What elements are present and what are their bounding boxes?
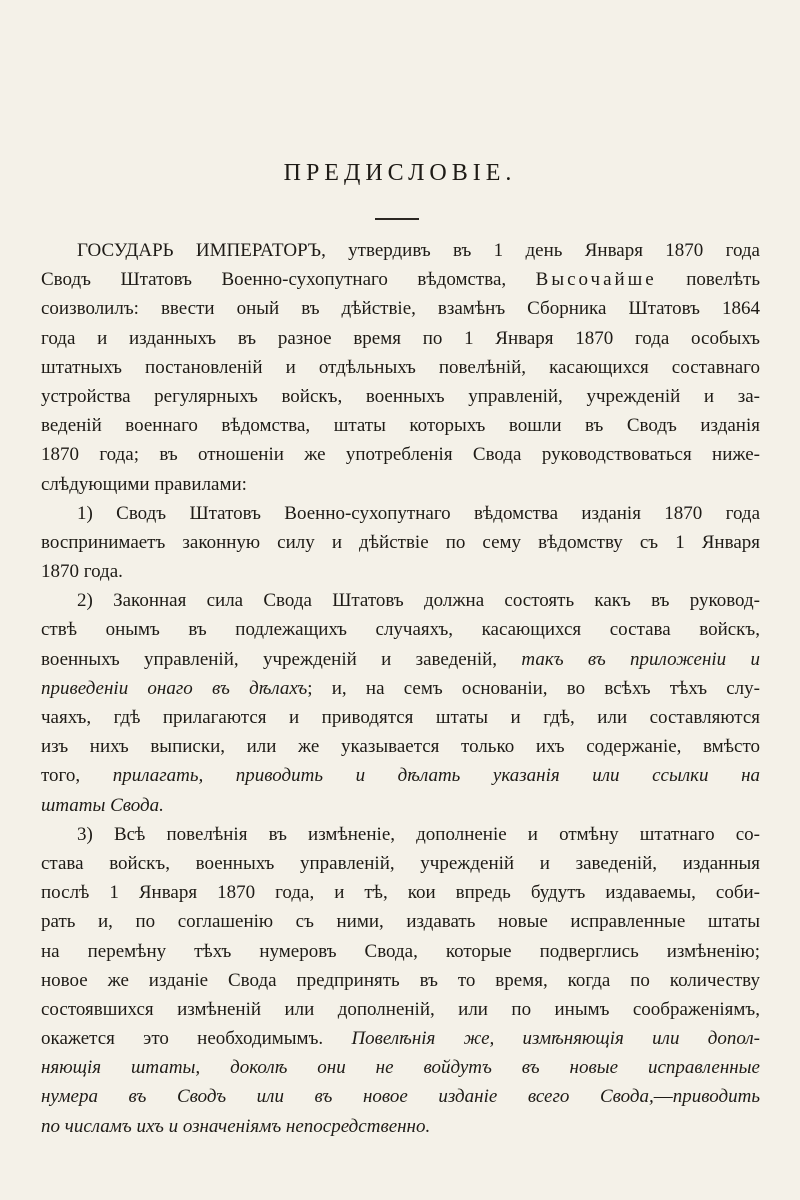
text-span: ; и, на семъ основаніи, во всѣхъ тѣхъ слу- xyxy=(307,677,760,699)
italic-text-span: приведеніи онаго въ дѣлахъ xyxy=(41,677,308,699)
text-span: рать и, по соглашенію съ ними, издавать новые исправленные штаты xyxy=(41,911,760,933)
text-span: 1870 года. xyxy=(41,561,123,583)
text-line xyxy=(41,878,760,907)
text-span: на перемѣну тѣхъ нумеровъ Свода, которые подверглись измѣненію; xyxy=(41,940,760,962)
text-span: чаяхъ, гдѣ прилагаются и приводятся штаты и гдѣ, или составляются xyxy=(41,707,760,728)
text-line xyxy=(41,1024,760,1053)
text-span: соизволилъ: ввести оный въ дѣйствіе, взамѣнъ Сборника Штатовъ 1864 xyxy=(41,298,760,320)
text-line xyxy=(41,761,760,790)
text-line xyxy=(41,440,760,469)
text-span: устройства регулярныхъ войскъ, военныхъ управленій, учрежденій и за- xyxy=(41,385,760,407)
italic-text-span: штаты Свода. xyxy=(41,794,164,816)
text-span: того, xyxy=(41,765,113,787)
text-line xyxy=(41,265,760,294)
text-line xyxy=(41,353,760,382)
text-line xyxy=(41,791,760,820)
text-span: штатныхъ постановленій и отдѣльныхъ повелѣній, касающихся составнаго xyxy=(41,356,760,378)
text-span: 2) Законная сила Свода Штатовъ должна состоять какъ въ руковод- xyxy=(77,590,760,612)
text-line xyxy=(41,586,760,615)
text-line xyxy=(41,703,760,732)
italic-text-span: прилагать, приводить и дѣлать указанія или ссылки на xyxy=(112,765,760,787)
text-line xyxy=(41,499,760,528)
text-line xyxy=(41,937,760,966)
text-span: — xyxy=(653,1086,673,1108)
text-line xyxy=(41,849,760,878)
text-line xyxy=(41,645,760,674)
text-line xyxy=(41,966,760,995)
italic-text-span: няющія штаты, доколѣ они не войдутъ въ новые исправленные xyxy=(41,1057,760,1079)
text-span: 3) Всѣ повелѣнія въ измѣненіе, дополненіе и отмѣну штатнаго со- xyxy=(77,823,760,845)
text-span: окажется это необходимымъ. xyxy=(41,1028,352,1050)
text-span: состоявшихся измѣненій или дополненій, или по инымъ соображеніямъ, xyxy=(41,998,760,1020)
text-span: Сводъ Штатовъ Военно-сухопутнаго вѣдомства, xyxy=(41,269,536,291)
italic-text-span: Повелѣнія же, измѣняющія или допол- xyxy=(351,1028,760,1050)
text-span: слѣдующими правилами: xyxy=(41,473,247,495)
text-line xyxy=(41,382,760,411)
text-span: веденій военнаго вѣдомства, штаты которыхъ вошли въ Сводъ изданія xyxy=(41,415,760,437)
text-line xyxy=(41,528,760,557)
text-span: послѣ 1 Января 1870 года, и тѣ, кои впредь будутъ издаваемы, соби- xyxy=(41,882,760,904)
text-span: става войскъ, военныхъ управленій, учрежденій и заведеній, изданныя xyxy=(41,852,760,874)
text-line xyxy=(41,1112,760,1141)
text-span: воспринимаетъ законную силу и дѣйствіе по сему вѣдомству съ 1 Января xyxy=(41,531,760,553)
italic-text-span: такъ въ приложеніи и xyxy=(521,648,760,670)
text-span: года и изданныхъ въ разное время по 1 Января 1870 года особыхъ xyxy=(41,327,760,349)
text-line xyxy=(41,732,760,761)
text-line xyxy=(41,674,760,703)
text-span: Высочайше xyxy=(535,269,657,291)
text-line xyxy=(41,995,760,1024)
text-line xyxy=(41,470,760,499)
text-line xyxy=(41,1082,760,1111)
text-line xyxy=(41,236,760,265)
text-span: ГОСУДАРЬ ИМПЕРАТОРЪ, утвердивъ въ 1 день Января 1870 года xyxy=(77,240,760,261)
text-line xyxy=(41,324,760,353)
body-text xyxy=(41,236,760,1141)
italic-text-span: приводить xyxy=(672,1086,760,1108)
page-title: ПРЕДИСЛОВІЕ. xyxy=(283,160,517,186)
text-line xyxy=(41,294,760,323)
text-span: изъ нихъ выписки, или же указывается только ихъ содержаніе, вмѣсто xyxy=(41,736,760,758)
text-span: повелѣть xyxy=(656,269,760,291)
text-line xyxy=(41,1053,760,1082)
italic-text-span: по числамъ ихъ и означеніямъ непосредственно. xyxy=(41,1115,431,1137)
text-span: новое же изданіе Свода предпринять въ то время, когда по количеству xyxy=(41,969,760,991)
text-line xyxy=(41,615,760,644)
text-line xyxy=(41,557,760,586)
title-divider xyxy=(375,218,419,220)
text-line xyxy=(41,820,760,849)
text-line xyxy=(41,907,760,936)
text-span: 1) Сводъ Штатовъ Военно-сухопутнаго вѣдомства изданія 1870 года xyxy=(77,502,760,524)
text-line xyxy=(41,411,760,440)
text-span: 1870 года; въ отношеніи же употребленія Свода руководствоваться ниже- xyxy=(41,444,760,466)
text-span: военныхъ управленій, учрежденій и заведеній, xyxy=(41,648,522,670)
text-span: ствѣ онымъ въ подлежащихъ случаяхъ, касающихся состава войскъ, xyxy=(41,619,760,641)
italic-text-span: нумера въ Сводъ или въ новое изданіе всего Свода, xyxy=(41,1086,654,1108)
